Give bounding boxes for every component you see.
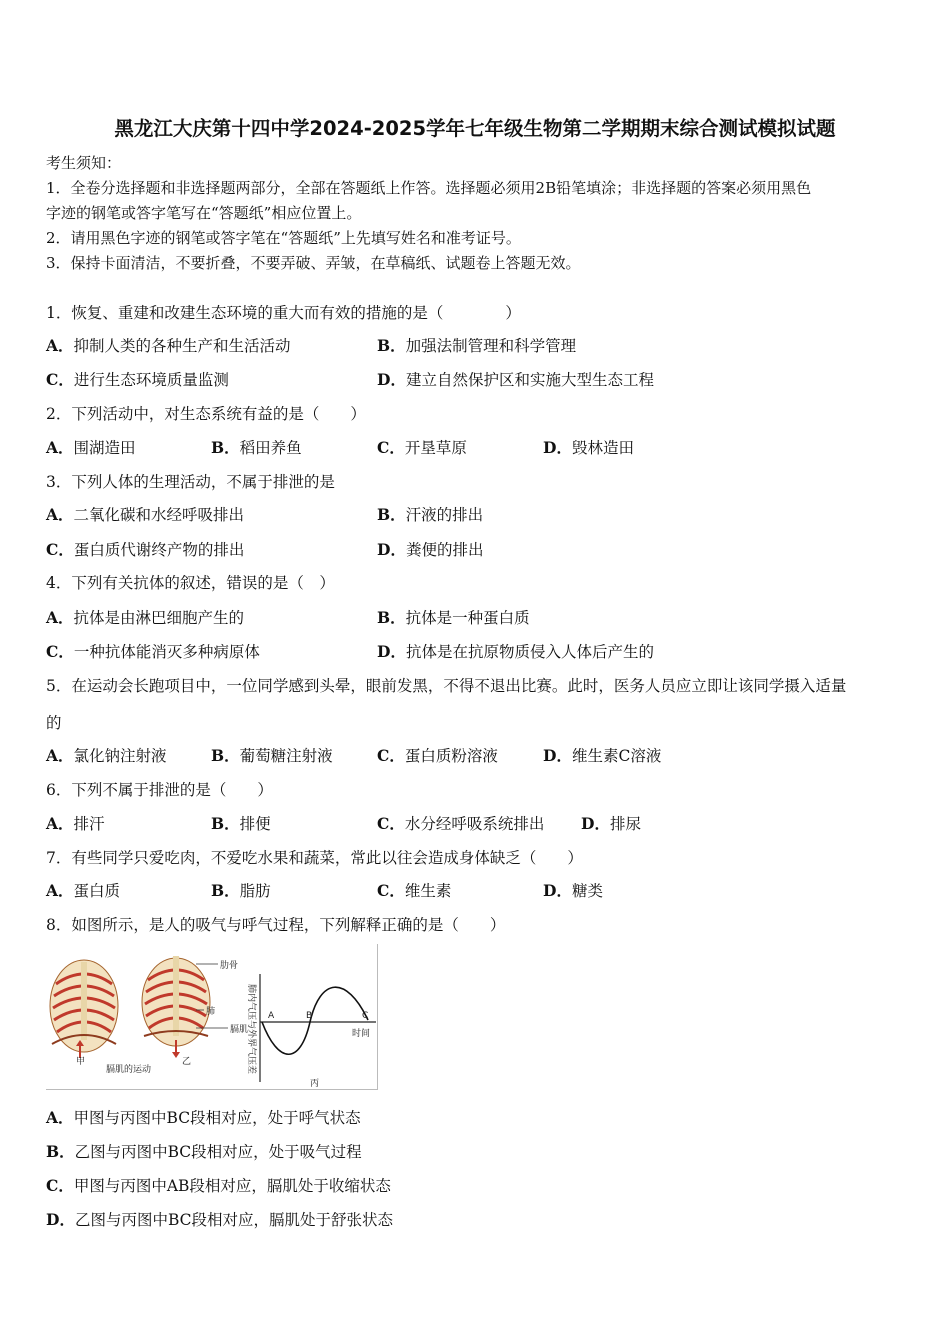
q8-option-c[interactable]: C．甲图与丙图中AB段相对应，膈肌处于收缩状态 [46,1176,391,1195]
question-3-stem: 3．下列人体的生理活动，不属于排泄的是 [46,473,335,491]
exam-title: 黑龙江大庆第十四中学2024-2025学年七年级生物第二学期期末综合测试模拟试题 [114,117,836,140]
notice-item-1: 1．全卷分选择题和非选择题两部分，全部在答题纸上作答。选择题必须用2B铅笔填涂；非选择题的答案必须用黑色 [46,179,812,197]
q5-option-c[interactable]: C．蛋白质粉溶液 [377,746,498,765]
q2-option-c[interactable]: C．开垦草原 [377,438,467,457]
label-y-axis: 肺内气压与外界气压差 [246,984,256,1075]
label-time: 时间 [352,1029,371,1039]
q5-option-a[interactable]: A．氯化钠注射液 [46,746,167,765]
q7-option-a[interactable]: A．蛋白质 [46,881,121,900]
q2-option-a[interactable]: A．围湖造田 [46,438,136,457]
label-diaphragm: 膈肌 [230,1025,249,1035]
q6-option-c[interactable]: C．水分经呼吸系统排出 [377,814,545,833]
q2-option-d[interactable]: D．毁林造田 [543,438,634,457]
q7-option-c[interactable]: C．维生素 [377,881,452,900]
q8-option-a[interactable]: A．甲图与丙图中BC段相对应，处于呼气状态 [46,1108,361,1127]
q3-option-b[interactable]: B．汗液的排出 [377,505,484,524]
notice-item-2: 2．请用黑色字迹的钢笔或答字笔在“答题纸”上先填写姓名和准考证号。 [46,229,521,247]
label-jia: 甲 [76,1057,86,1067]
question-8-stem: 8．如图所示，是人的吸气与呼气过程，下列解释正确的是（ ） [46,916,506,934]
q4-option-d[interactable]: D．抗体是在抗原物质侵入人体后产生的 [377,642,654,661]
q4-option-b[interactable]: B．抗体是一种蛋白质 [377,608,530,627]
breathing-diagram [46,944,377,1089]
question-5-stem: 5．在运动会长跑项目中，一位同学感到头晕，眼前发黑，不得不退出比赛。此时，医务人员应立即让该同学摄入适量 [46,677,847,695]
q8-option-d[interactable]: D．乙图与丙图中BC段相对应，膈肌处于舒张状态 [46,1210,393,1229]
label-diaphragm-motion: 膈肌的运动 [106,1065,152,1075]
point-b: B [306,1011,313,1021]
q3-option-d[interactable]: D．粪便的排出 [377,540,484,559]
breathing-figure [46,944,378,1090]
q5-option-d[interactable]: D．维生素C溶液 [543,746,662,765]
q3-option-a[interactable]: A．二氧化碳和水经呼吸排出 [46,505,245,524]
point-c: C [362,1011,369,1021]
q1-option-c[interactable]: C．进行生态环境质量监测 [46,370,229,389]
question-2-stem: 2．下列活动中，对生态系统有益的是（ ） [46,405,366,423]
q6-option-b[interactable]: B．排便 [211,814,271,833]
q5-option-b[interactable]: B．葡萄糖注射液 [211,746,333,765]
notice-item-1-cont: 字迹的钢笔或答字笔写在“答题纸”相应位置上。 [46,204,362,222]
q1-option-b[interactable]: B．加强法制管理和科学管理 [377,336,577,355]
pressure-graph [246,974,376,1089]
q2-option-b[interactable]: B．稻田养鱼 [211,438,302,457]
q7-option-d[interactable]: D．糖类 [543,881,603,900]
q6-option-a[interactable]: A．排汗 [46,814,105,833]
ribcage-yi-icon [142,956,210,1058]
question-6-stem: 6．下列不属于排泄的是（ ） [46,781,273,799]
question-5-stem-cont: 的 [46,714,62,732]
ribcage-jia-icon [50,960,118,1058]
question-4-stem: 4．下列有关抗体的叙述，错误的是（ ） [46,574,335,592]
q7-option-b[interactable]: B．脂肪 [211,881,271,900]
q4-option-a[interactable]: A．抗体是由淋巴细胞产生的 [46,608,245,627]
q8-option-b[interactable]: B．乙图与丙图中BC段相对应，处于吸气过程 [46,1142,362,1161]
q6-option-d[interactable]: D．排尿 [581,814,641,833]
label-rib: 肋骨 [220,961,239,971]
q1-option-d[interactable]: D．建立自然保护区和实施大型生态工程 [377,370,654,389]
question-7-stem: 7．有些同学只爱吃肉，不爱吃水果和蔬菜，常此以往会造成身体缺乏（ ） [46,849,583,867]
notice-heading: 考生须知： [46,154,122,172]
q1-option-a[interactable]: A．抑制人类的各种生产和生活活动 [46,336,291,355]
point-a: A [268,1011,275,1021]
question-1-stem: 1．恢复、重建和改建生态环境的重大而有效的措施的是（ ） [46,304,521,322]
label-yi: 乙 [182,1057,192,1067]
q4-option-c[interactable]: C．一种抗体能消灭多种病原体 [46,642,260,661]
label-lung: 肺 [206,1007,216,1017]
notice-item-3: 3．保持卡面清洁，不要折叠，不要弄破、弄皱，在草稿纸、试题卷上答题无效。 [46,254,581,272]
label-bing: 丙 [310,1079,320,1089]
q3-option-c[interactable]: C．蛋白质代谢终产物的排出 [46,540,245,559]
